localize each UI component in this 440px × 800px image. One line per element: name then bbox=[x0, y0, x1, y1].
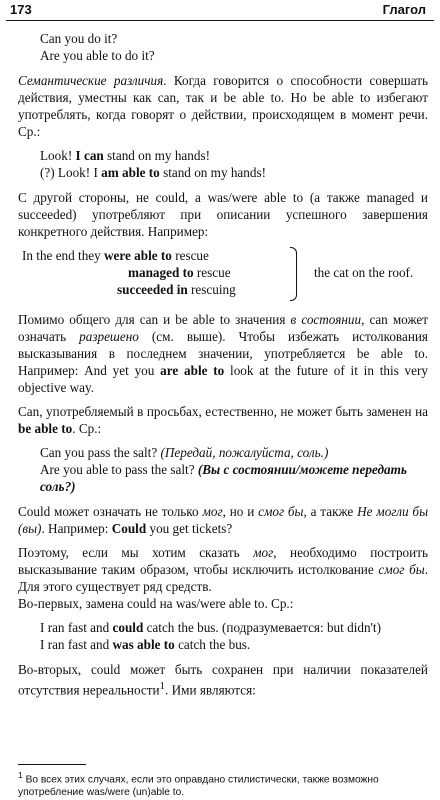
example-line: Are you able to pass the salt? (Вы с состоянии/можете передать соль?) bbox=[40, 462, 407, 494]
example-line: Can you do it? bbox=[40, 31, 118, 46]
example-block-bracketed bbox=[18, 247, 428, 303]
paragraph-secondly: Во-вторых, could может быть сохранен при наличии показателей отсутствия нереальности$^1$. Ими являются: bbox=[18, 662, 428, 698]
footnote-marker: 1 bbox=[159, 680, 166, 692]
example-line: managed to rescue bbox=[128, 265, 231, 280]
paragraph-could-vs-able: С другой стороны, не could, a was/were able to (а также managed и succeeded) употребляют при описании успешного завершения конкретного действия. Например: bbox=[18, 190, 428, 239]
example-block-4 bbox=[18, 444, 428, 495]
example-shared-tail: the cat on the roof. bbox=[314, 265, 414, 280]
example-block-1 bbox=[18, 30, 428, 64]
page-body bbox=[18, 30, 428, 705]
brace-bracket bbox=[290, 247, 297, 301]
example-line: I ran fast and was able to catch the bus. bbox=[40, 637, 251, 652]
example-line: In the end they were able to rescue bbox=[22, 248, 209, 263]
footnote-rule bbox=[18, 764, 86, 765]
example-line: Can you pass the salt? (Передай, пожалуйста, соль.) bbox=[40, 445, 329, 460]
term-label: Семантические различия bbox=[18, 73, 164, 88]
example-line: (?) Look! I am able to stand on my hands! bbox=[40, 165, 266, 180]
example-line: Look! I can stand on my hands! bbox=[40, 148, 210, 163]
section-title: Глагол bbox=[382, 2, 426, 17]
example-line: I ran fast and could catch the bus. (подразумевается: but didn't) bbox=[40, 620, 381, 635]
example-line: succeeded in rescuing bbox=[117, 282, 236, 297]
paragraph-semantic-differences: Семантические различия. Когда говорится о способности совершать действия, уместны как can, так и be able to. Но be able to избегают употреблять, когда говорят о действии, происходящем в момент речи. Ср.: bbox=[18, 73, 429, 139]
page-number: 173 bbox=[10, 2, 32, 17]
example-block-2 bbox=[18, 147, 428, 181]
paragraph-could-meanings: Could может означать не только мог, но и смог бы, а также Не могли бы (вы). Например: Could you get tickets? bbox=[18, 504, 428, 536]
page-header bbox=[0, 0, 440, 22]
header-rule bbox=[6, 20, 434, 21]
paragraph-requests: Can, употребляемый в просьбах, естественно, не может быть заменен на be able to. Ср.: bbox=[18, 404, 428, 436]
paragraph-firstly: Во-первых, замена could на was/were able to. Ср.: bbox=[18, 596, 294, 611]
footnote: $^1$ Во всех этих случаях, если это оправдано стилистически, также возможно употребление was/were (un)able to. bbox=[18, 770, 379, 799]
paragraph-can-permission: Помимо общего для can и be able to значения в состоянии, can может означать разрешено (см. выше). Чтобы избежать истолкования высказывания в последнем значении, употребляется be able to. Например: And yet you are able to look at the future of it in this very objective way. bbox=[18, 312, 429, 395]
example-line: Are you able to do it? bbox=[40, 48, 155, 63]
example-block-5 bbox=[18, 619, 428, 653]
paragraph-therefore: Поэтому, если мы хотим сказать мог, необходимо построить высказывание таким образом, чтобы исключить истолкование смог бы. Для этого существует ряд средств. bbox=[18, 545, 428, 594]
